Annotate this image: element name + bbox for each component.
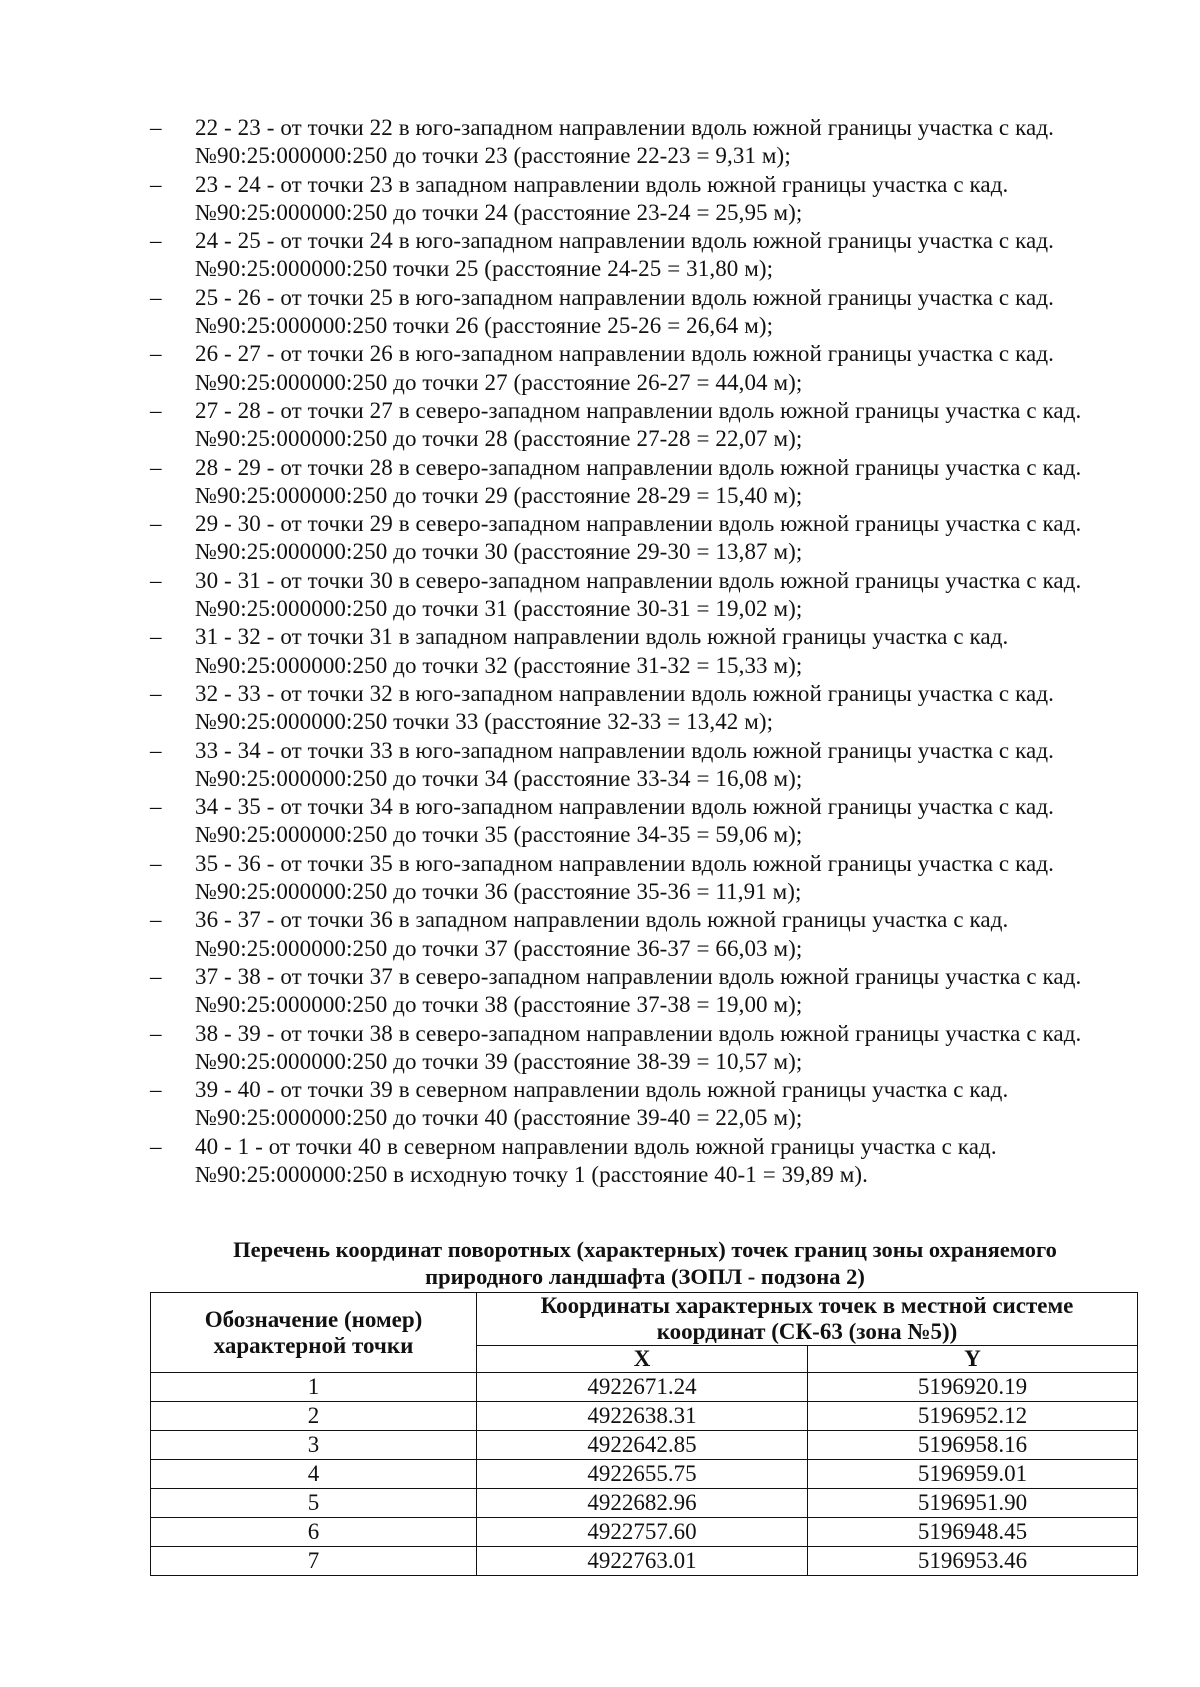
boundary-distance-line: №90:25:000000:250 до точки 40 (расстояние 39-40 = 22,05 м); [195,1105,803,1131]
boundary-distance-line: №90:25:000000:250 до точки 31 (расстояние 30-31 = 19,02 м); [195,596,803,622]
y-coordinate-cell: 5196948.45 [808,1518,1138,1547]
table-row [151,1373,1138,1402]
point-number-cell: 1 [151,1373,477,1402]
x-coordinate-cell: 4922763.01 [477,1547,808,1576]
list-dash: – [150,794,162,820]
boundary-segment-line: 30 - 31 - от точки 30 в северо-западном направлении вдоль южной границы участка с кад. [195,567,1082,593]
boundary-segment-line: 28 - 29 - от точки 28 в северо-западном направлении вдоль южной границы участка с кад. [195,454,1082,480]
boundary-segment-line: 38 - 39 - от точки 38 в северо-западном направлении вдоль южной границы участка с кад. [195,1020,1082,1046]
boundary-segment-line: 37 - 38 - от точки 37 в северо-западном направлении вдоль южной границы участка с кад. [195,963,1082,989]
boundary-distance-line: №90:25:000000:250 точки 25 (расстояние 24-25 = 31,80 м); [195,256,774,282]
boundary-distance-line: №90:25:000000:250 до точки 34 (расстояние 33-34 = 16,08 м); [195,765,803,791]
boundary-list-item [150,1020,1140,1077]
boundary-list-item [150,284,1140,341]
boundary-segment-line: 36 - 37 - от точки 36 в западном направлении вдоль южной границы участка с кад. [195,907,1009,933]
boundary-distance-line: №90:25:000000:250 до точки 23 (расстояние 22-23 = 9,31 м); [195,143,791,169]
boundary-list-item [150,963,1140,1020]
y-coordinate-cell: 5196959.01 [808,1460,1138,1489]
boundary-list-item [150,171,1140,228]
list-dash: – [150,115,162,140]
x-coordinate-cell: 4922757.60 [477,1518,808,1547]
table-title-line-2: природного ландшафта (ЗОПЛ - подзона 2) [425,1264,865,1289]
list-dash: – [150,454,162,480]
header-coords-line-2: координат (СК-63 (зона №5)) [656,1319,958,1344]
list-dash: – [150,963,162,989]
list-dash: – [150,737,162,763]
boundary-distance-line: №90:25:000000:250 до точки 28 (расстояние 27-28 = 22,07 м); [195,426,803,452]
table-title-line-1: Перечень координат поворотных (характерных) точек границ зоны охраняемого [233,1237,1057,1262]
table-row [151,1518,1138,1547]
header-point-number [151,1293,477,1373]
y-coordinate-cell: 5196951.90 [808,1489,1138,1518]
table-row [151,1547,1138,1576]
y-coordinate-cell: 5196953.46 [808,1547,1138,1576]
boundary-distance-line: №90:25:000000:250 до точки 29 (расстояние 28-29 = 15,40 м); [195,482,803,508]
boundary-segment-line: 24 - 25 - от точки 24 в юго-западном направлении вдоль южной границы участка с кад. [195,228,1054,254]
x-coordinate-cell: 4922642.85 [477,1431,808,1460]
boundary-list-item [150,397,1140,454]
boundary-segment-line: 33 - 34 - от точки 33 в юго-западном направлении вдоль южной границы участка с кад. [195,737,1054,763]
point-number-cell: 4 [151,1460,477,1489]
boundary-list-item [150,227,1140,284]
boundary-description-list [150,114,1140,1189]
header-point-line-2: характерной точки [213,1332,414,1358]
table-title [150,1236,1140,1290]
boundary-distance-line: №90:25:000000:250 до точки 39 (расстояние 38-39 = 10,57 м); [195,1048,803,1074]
boundary-distance-line: №90:25:000000:250 до точки 27 (расстояние 26-27 = 44,04 м); [195,369,803,395]
list-dash: – [150,624,162,650]
list-dash: – [150,907,162,933]
header-coordinates [477,1293,1138,1346]
list-dash: – [150,680,162,706]
boundary-list-item [150,680,1140,737]
table-row [151,1460,1138,1489]
boundary-distance-line: №90:25:000000:250 в исходную точку 1 (расстояние 40-1 = 39,89 м). [195,1161,869,1187]
boundary-distance-line: №90:25:000000:250 до точки 36 (расстояние 35-36 = 11,91 м); [195,879,802,905]
boundary-list-item [150,567,1140,624]
boundary-list-item [150,340,1140,397]
boundary-distance-line: №90:25:000000:250 до точки 32 (расстояние 31-32 = 15,33 м); [195,652,803,678]
boundary-list-item [150,454,1140,511]
header-y: Y [808,1346,1138,1373]
coordinates-table-body [151,1373,1138,1576]
list-dash: – [150,567,162,593]
y-coordinate-cell: 5196958.16 [808,1431,1138,1460]
boundary-segment-line: 32 - 33 - от точки 32 в юго-западном направлении вдоль южной границы участка с кад. [195,680,1054,706]
x-coordinate-cell: 4922655.75 [477,1460,808,1489]
boundary-list-item [150,737,1140,794]
boundary-segment-line: 27 - 28 - от точки 27 в северо-западном направлении вдоль южной границы участка с кад. [195,397,1082,423]
table-row [151,1402,1138,1431]
x-coordinate-cell: 4922671.24 [477,1373,808,1402]
point-number-cell: 7 [151,1547,477,1576]
list-dash: – [150,1133,162,1159]
x-coordinate-cell: 4922682.96 [477,1489,808,1518]
list-dash: – [150,171,162,197]
list-dash: – [150,511,162,537]
boundary-list-item [150,1133,1140,1190]
boundary-list-item [150,1076,1140,1133]
point-number-cell: 6 [151,1518,477,1547]
table-row [151,1489,1138,1518]
list-dash: – [150,1020,162,1046]
header-x: X [477,1346,808,1373]
boundary-distance-line: №90:25:000000:250 точки 26 (расстояние 25-26 = 26,64 м); [195,313,774,339]
boundary-distance-line: №90:25:000000:250 до точки 37 (расстояние 36-37 = 66,03 м); [195,935,803,961]
boundary-segment-line: 34 - 35 - от точки 34 в юго-западном направлении вдоль южной границы участка с кад. [195,794,1054,820]
boundary-distance-line: №90:25:000000:250 точки 33 (расстояние 32-33 = 13,42 м); [195,709,774,735]
list-dash: – [150,284,162,310]
boundary-segment-line: 29 - 30 - от точки 29 в северо-западном направлении вдоль южной границы участка с кад. [195,511,1082,537]
boundary-list-item [150,906,1140,963]
boundary-segment-line: 25 - 26 - от точки 25 в юго-западном направлении вдоль южной границы участка с кад. [195,284,1054,310]
boundary-distance-line: №90:25:000000:250 до точки 24 (расстояние 23-24 = 25,95 м); [195,199,803,225]
boundary-distance-line: №90:25:000000:250 до точки 35 (расстояние 34-35 = 59,06 м); [195,822,803,848]
boundary-list-item [150,114,1140,171]
boundary-segment-line: 35 - 36 - от точки 35 в юго-западном направлении вдоль южной границы участка с кад. [195,850,1054,876]
list-dash: – [150,397,162,423]
list-dash: – [150,1077,162,1103]
y-coordinate-cell: 5196920.19 [808,1373,1138,1402]
point-number-cell: 2 [151,1402,477,1431]
list-dash: – [150,341,162,367]
y-coordinate-cell: 5196952.12 [808,1402,1138,1431]
list-dash: – [150,228,162,254]
header-point-line-1: Обозначение (номер) [204,1306,423,1332]
boundary-segment-line: 40 - 1 - от точки 40 в северном направлении вдоль южной границы участка с кад. [195,1133,997,1159]
boundary-segment-line: 23 - 24 - от точки 23 в западном направлении вдоль южной границы участка с кад. [195,171,1009,197]
boundary-distance-line: №90:25:000000:250 до точки 38 (расстояние 37-38 = 19,00 м); [195,992,803,1018]
boundary-list-item [150,623,1140,680]
boundary-list-item [150,510,1140,567]
boundary-list-item [150,793,1140,850]
table-row [151,1431,1138,1460]
boundary-distance-line: №90:25:000000:250 до точки 30 (расстояние 29-30 = 13,87 м); [195,539,803,565]
list-dash: – [150,850,162,876]
boundary-segment-line: 31 - 32 - от точки 31 в западном направлении вдоль южной границы участка с кад. [195,624,1009,650]
point-number-cell: 5 [151,1489,477,1518]
boundary-segment-line: 22 - 23 - от точки 22 в юго-западном направлении вдоль южной границы участка с кад. [195,115,1054,140]
boundary-segment-line: 39 - 40 - от точки 39 в северном направлении вдоль южной границы участка с кад. [195,1077,1009,1103]
boundary-segment-line: 26 - 27 - от точки 26 в юго-западном направлении вдоль южной границы участка с кад. [195,341,1054,367]
header-coords-line-1: Координаты характерных точек в местной системе [540,1293,1074,1318]
point-number-cell: 3 [151,1431,477,1460]
boundary-list-item [150,850,1140,907]
x-coordinate-cell: 4922638.31 [477,1402,808,1431]
coordinates-table [150,1292,1138,1576]
